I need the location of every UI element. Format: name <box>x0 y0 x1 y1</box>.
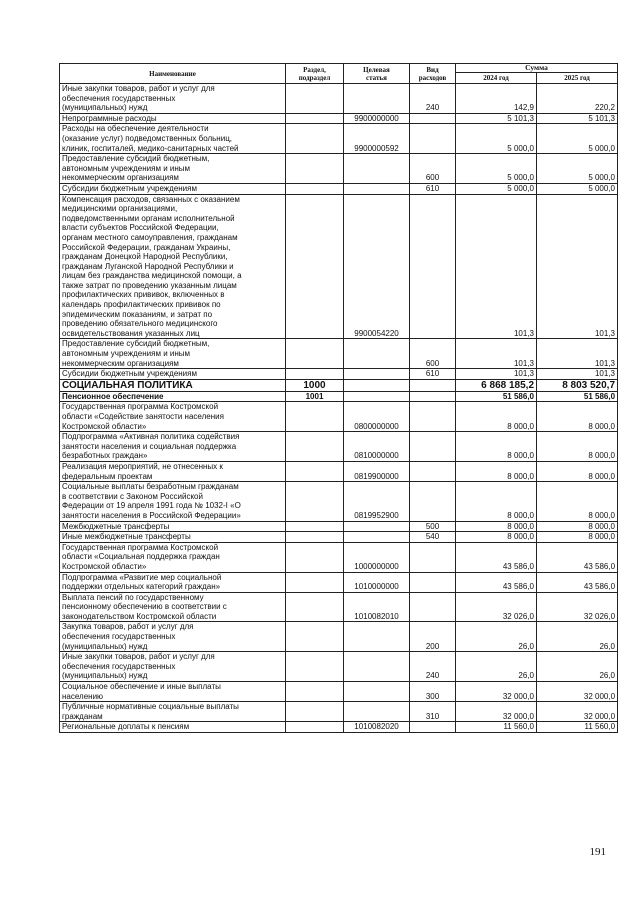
table-row <box>60 113 618 124</box>
row-target <box>344 532 410 543</box>
row-section <box>286 572 344 592</box>
header-year-2024: 2024 год <box>456 73 537 84</box>
table-row <box>60 84 618 114</box>
row-target <box>344 652 410 682</box>
table-row <box>60 572 618 592</box>
table-row <box>60 482 618 521</box>
row-target: 0800000000 <box>344 402 410 432</box>
row-target: 1010082010 <box>344 592 410 622</box>
row-exp-type <box>410 461 456 481</box>
row-name: Расходы на обеспечение деятельности (оказание услуг) подведомственных больниц, клиник, госпиталей, медико-санитарных частей <box>60 124 286 154</box>
row-exp-type: 500 <box>410 521 456 532</box>
header-exp-type-label: Вид расходов <box>418 65 447 82</box>
row-name: Государственная программа Костромской области «Социальная поддержка граждан Костромской области» <box>60 542 286 572</box>
row-target: 9900000592 <box>344 124 410 154</box>
row-sum-2025: 11 560,0 <box>537 722 618 733</box>
table-row <box>60 124 618 154</box>
row-sum-2024: 142,9 <box>456 84 537 114</box>
row-name: Межбюджетные трансферты <box>60 521 286 532</box>
row-name: Иные межбюджетные трансферты <box>60 532 286 543</box>
row-section <box>286 702 344 722</box>
row-section <box>286 682 344 702</box>
row-sum-2025: 8 000,0 <box>537 521 618 532</box>
row-section <box>286 339 344 369</box>
row-name: Иные закупки товаров, работ и услуг для обеспечения государственных (муниципальных) нужд <box>60 652 286 682</box>
row-sum-2025: 32 000,0 <box>537 682 618 702</box>
row-sum-2024: 101,3 <box>456 194 537 339</box>
row-sum-2025: 220,2 <box>537 84 618 114</box>
row-name: Подпрограмма «Развитие мер социальной поддержки отдельных категорий граждан» <box>60 572 286 592</box>
row-target: 1010000000 <box>344 572 410 592</box>
row-exp-type: 300 <box>410 682 456 702</box>
row-target: 1000000000 <box>344 542 410 572</box>
page-number: 191 <box>589 846 606 858</box>
header-section-label: Раздел, подраздел <box>298 65 331 82</box>
row-name: Пенсионное обеспечение <box>60 391 286 402</box>
table-row <box>60 532 618 543</box>
row-target: 9900054220 <box>344 194 410 339</box>
row-sum-2024: 101,3 <box>456 369 537 380</box>
row-exp-type: 610 <box>410 369 456 380</box>
row-sum-2024: 32 000,0 <box>456 702 537 722</box>
row-sum-2024: 5 101,3 <box>456 113 537 124</box>
header-exp-type <box>410 64 456 84</box>
header-name: Наименование <box>60 64 286 84</box>
row-sum-2025: 26,0 <box>537 622 618 652</box>
row-sum-2024: 26,0 <box>456 622 537 652</box>
table-row <box>60 592 618 622</box>
row-sum-2025: 8 000,0 <box>537 532 618 543</box>
row-sum-2024: 5 000,0 <box>456 154 537 184</box>
header-year-2025: 2025 год <box>537 73 618 84</box>
row-name: Субсидии бюджетным учреждениям <box>60 369 286 380</box>
row-section <box>286 84 344 114</box>
row-exp-type: 600 <box>410 339 456 369</box>
row-section <box>286 183 344 194</box>
row-section <box>286 592 344 622</box>
table-row <box>60 379 618 391</box>
row-section <box>286 113 344 124</box>
row-name: Выплата пенсий по государственному пенсионному обеспечению в соответствии с законодательством Костромской области <box>60 592 286 622</box>
row-section <box>286 521 344 532</box>
table-row <box>60 369 618 380</box>
row-section <box>286 369 344 380</box>
row-name: Подпрограмма «Активная политика содействия занятости населения и социальная поддержка безработных граждан» <box>60 432 286 462</box>
row-sum-2024: 51 586,0 <box>456 391 537 402</box>
row-target <box>344 84 410 114</box>
row-sum-2024: 32 000,0 <box>456 682 537 702</box>
row-section <box>286 432 344 462</box>
row-target <box>344 702 410 722</box>
row-section <box>286 154 344 184</box>
row-exp-type <box>410 542 456 572</box>
table-row <box>60 432 618 462</box>
table-row <box>60 402 618 432</box>
row-section <box>286 652 344 682</box>
row-name: Предоставление субсидий бюджетным, автономным учреждениям и иным некоммерческим организациям <box>60 154 286 184</box>
table-row <box>60 391 618 402</box>
row-target <box>344 339 410 369</box>
table-row <box>60 194 618 339</box>
header-target <box>344 64 410 84</box>
table-header <box>60 64 618 84</box>
row-target: 0810000000 <box>344 432 410 462</box>
row-exp-type <box>410 592 456 622</box>
row-sum-2025: 43 586,0 <box>537 572 618 592</box>
row-name: Реализация мероприятий, не отнесенных к федеральным проектам <box>60 461 286 481</box>
row-sum-2024: 32 026,0 <box>456 592 537 622</box>
row-exp-type: 610 <box>410 183 456 194</box>
row-sum-2024: 43 586,0 <box>456 542 537 572</box>
row-exp-type: 600 <box>410 154 456 184</box>
row-section <box>286 461 344 481</box>
row-sum-2024: 6 868 185,2 <box>456 379 537 391</box>
row-sum-2024: 11 560,0 <box>456 722 537 733</box>
row-sum-2025: 43 586,0 <box>537 542 618 572</box>
row-target <box>344 183 410 194</box>
row-name: Закупка товаров, работ и услуг для обеспечения государственных (муниципальных) нужд <box>60 622 286 652</box>
row-name: Компенсация расходов, связанных с оказанием медицинскими организациями, подведомственными органам исполнительной власти субъектов Российской Федерации, органам местного самоуправления, гражданам Российской Федерации, гражданам Украины, гражданам Донецкой Народной Республики, гражданам Луганской Народной Республики и лицам без гражданства медицинской помощи, а также затрат по проведению указанным лицам профилактических прививок, включенных в календарь профилактических прививок по эпидемическим показаниям, и затрат по проведению обязательного медицинского освидетельствования указанных лиц <box>60 194 286 339</box>
row-name: Региональные доплаты к пенсиям <box>60 722 286 733</box>
row-section <box>286 194 344 339</box>
row-name: Непрограммные расходы <box>60 113 286 124</box>
row-exp-type: 240 <box>410 652 456 682</box>
row-exp-type: 200 <box>410 622 456 652</box>
row-section <box>286 532 344 543</box>
row-target <box>344 154 410 184</box>
row-section: 1001 <box>286 391 344 402</box>
table-row <box>60 702 618 722</box>
row-sum-2024: 5 000,0 <box>456 124 537 154</box>
header-section <box>286 64 344 84</box>
row-sum-2025: 8 000,0 <box>537 461 618 481</box>
table-row <box>60 652 618 682</box>
row-section <box>286 482 344 521</box>
table-row <box>60 722 618 733</box>
row-target <box>344 682 410 702</box>
row-target: 1010082020 <box>344 722 410 733</box>
table-row <box>60 542 618 572</box>
row-sum-2025: 8 000,0 <box>537 432 618 462</box>
row-sum-2025: 32 000,0 <box>537 702 618 722</box>
row-target: 9900000000 <box>344 113 410 124</box>
row-exp-type <box>410 572 456 592</box>
row-target <box>344 379 410 391</box>
row-name: Иные закупки товаров, работ и услуг для обеспечения государственных (муниципальных) нужд <box>60 84 286 114</box>
row-sum-2024: 8 000,0 <box>456 532 537 543</box>
row-section <box>286 722 344 733</box>
row-sum-2025: 101,3 <box>537 194 618 339</box>
table-body <box>60 84 618 733</box>
row-target <box>344 521 410 532</box>
row-exp-type: 540 <box>410 532 456 543</box>
table-row <box>60 682 618 702</box>
row-sum-2024: 8 000,0 <box>456 402 537 432</box>
row-sum-2025: 5 000,0 <box>537 183 618 194</box>
row-target <box>344 369 410 380</box>
row-sum-2024: 8 000,0 <box>456 432 537 462</box>
row-exp-type <box>410 194 456 339</box>
row-sum-2024: 5 000,0 <box>456 183 537 194</box>
row-exp-type <box>410 124 456 154</box>
table-row <box>60 622 618 652</box>
row-sum-2025: 8 803 520,7 <box>537 379 618 391</box>
table-row <box>60 183 618 194</box>
row-name: Субсидии бюджетным учреждениям <box>60 183 286 194</box>
row-exp-type <box>410 379 456 391</box>
row-exp-type <box>410 722 456 733</box>
row-name: Государственная программа Костромской области «Содействие занятости населения Костромской области» <box>60 402 286 432</box>
header-target-label: Целевая статья <box>363 65 390 82</box>
table-row <box>60 154 618 184</box>
row-sum-2025: 101,3 <box>537 369 618 380</box>
row-sum-2024: 101,3 <box>456 339 537 369</box>
row-sum-2025: 8 000,0 <box>537 402 618 432</box>
row-exp-type <box>410 402 456 432</box>
row-section <box>286 124 344 154</box>
row-section: 1000 <box>286 379 344 391</box>
row-sum-2025: 101,3 <box>537 339 618 369</box>
row-name: Социальные выплаты безработным гражданам в соответствии с Законом Российской Федерации от 19 апреля 1991 года № 1032-I «О занятости населения в Российской Федерации» <box>60 482 286 521</box>
row-sum-2025: 5 101,3 <box>537 113 618 124</box>
row-sum-2025: 5 000,0 <box>537 154 618 184</box>
row-sum-2024: 43 586,0 <box>456 572 537 592</box>
budget-table <box>59 63 618 733</box>
row-sum-2025: 8 000,0 <box>537 482 618 521</box>
row-target: 0819952900 <box>344 482 410 521</box>
row-name: Публичные нормативные социальные выплаты гражданам <box>60 702 286 722</box>
row-sum-2024: 26,0 <box>456 652 537 682</box>
row-section <box>286 542 344 572</box>
row-sum-2025: 51 586,0 <box>537 391 618 402</box>
table-row <box>60 461 618 481</box>
row-exp-type <box>410 432 456 462</box>
row-exp-type: 240 <box>410 84 456 114</box>
row-name: Социальное обеспечение и иные выплаты населению <box>60 682 286 702</box>
row-sum-2024: 8 000,0 <box>456 521 537 532</box>
row-name: Предоставление субсидий бюджетным, автономным учреждениям и иным некоммерческим организациям <box>60 339 286 369</box>
row-target: 0819900000 <box>344 461 410 481</box>
row-target <box>344 391 410 402</box>
row-sum-2024: 8 000,0 <box>456 461 537 481</box>
row-sum-2024: 8 000,0 <box>456 482 537 521</box>
row-name: СОЦИАЛЬНАЯ ПОЛИТИКА <box>60 379 286 391</box>
row-section <box>286 402 344 432</box>
row-sum-2025: 5 000,0 <box>537 124 618 154</box>
row-exp-type <box>410 482 456 521</box>
row-sum-2025: 26,0 <box>537 652 618 682</box>
row-target <box>344 622 410 652</box>
header-sum: Сумма <box>456 64 618 73</box>
row-section <box>286 622 344 652</box>
table-row <box>60 339 618 369</box>
row-exp-type <box>410 113 456 124</box>
table-row <box>60 521 618 532</box>
row-exp-type <box>410 391 456 402</box>
row-sum-2025: 32 026,0 <box>537 592 618 622</box>
row-exp-type: 310 <box>410 702 456 722</box>
